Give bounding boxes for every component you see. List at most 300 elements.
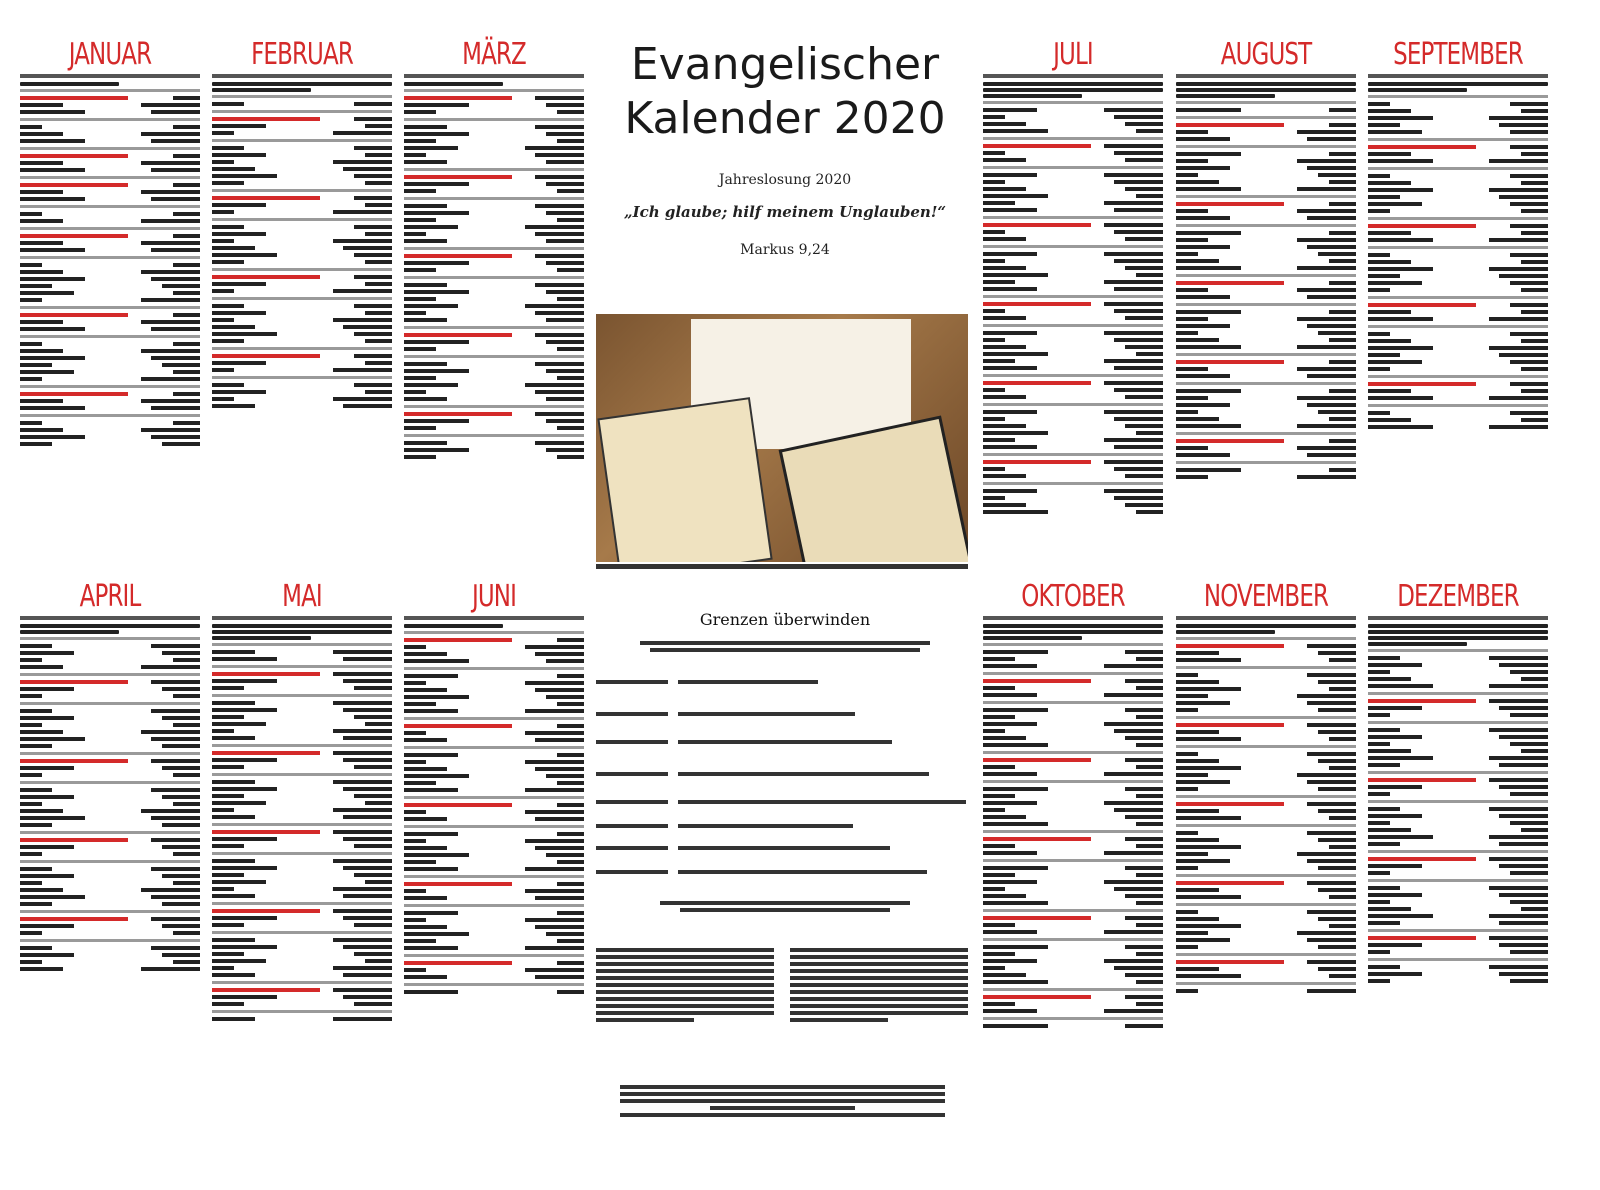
jahreslosung-reference: Markus 9,24: [740, 242, 830, 258]
week-block: [404, 723, 584, 743]
week-block: [1368, 302, 1548, 322]
day-row: [983, 444, 1163, 450]
day-row: [1368, 302, 1548, 308]
day-row: [212, 843, 392, 849]
week-block: [212, 937, 392, 978]
day-row: [983, 387, 1163, 393]
day-row: [1176, 909, 1356, 915]
day-row: [20, 109, 200, 115]
month-motto-line: [212, 82, 392, 86]
month-november: [1176, 580, 1356, 996]
day-row: [404, 382, 584, 388]
day-row: [212, 259, 392, 265]
day-row: [20, 341, 200, 347]
day-row: [20, 851, 200, 857]
day-row: [404, 644, 584, 650]
day-row: [1368, 101, 1548, 107]
day-row: [983, 663, 1163, 669]
week-block: [983, 143, 1163, 163]
day-row: [983, 380, 1163, 386]
week-block: [212, 1016, 392, 1022]
day-row: [1176, 136, 1356, 142]
week-block: [212, 101, 392, 107]
day-row: [20, 715, 200, 721]
day-row: [1176, 959, 1356, 965]
day-row: [1368, 935, 1548, 941]
month-juli: [983, 38, 1163, 517]
week-block: [404, 881, 584, 901]
day-row: [404, 303, 584, 309]
week-block: [1368, 173, 1548, 214]
week-block: [404, 174, 584, 194]
event-row: [596, 824, 968, 828]
day-row: [212, 338, 392, 344]
day-row: [983, 430, 1163, 436]
day-row: [983, 495, 1163, 501]
day-row: [983, 114, 1163, 120]
month-august: [1176, 38, 1356, 482]
day-row: [212, 389, 392, 395]
month-motto-line: [1368, 642, 1467, 646]
week-block: [983, 380, 1163, 400]
day-row: [404, 375, 584, 381]
day-row: [212, 764, 392, 770]
day-row: [404, 708, 584, 714]
day-row: [404, 989, 584, 995]
week-block: [983, 944, 1163, 985]
week-block: [1176, 959, 1356, 979]
day-row: [1368, 144, 1548, 150]
day-row: [20, 262, 200, 268]
jahreslosung-label: Jahreslosung 2020: [718, 172, 852, 188]
month-name: JUNI: [471, 579, 517, 614]
day-row: [212, 303, 392, 309]
month-motto-line: [983, 94, 1082, 98]
day-row: [212, 994, 392, 1000]
day-row: [404, 296, 584, 302]
day-row: [983, 301, 1163, 307]
day-row: [1368, 971, 1548, 977]
day-row: [404, 210, 584, 216]
events-note: [660, 898, 910, 915]
day-row: [1368, 856, 1548, 862]
day-row: [20, 708, 200, 714]
day-row: [1176, 344, 1356, 350]
day-row: [1368, 920, 1548, 926]
week-block: [1176, 988, 1356, 994]
day-row: [20, 657, 200, 663]
day-row: [404, 773, 584, 779]
day-row: [20, 844, 200, 850]
week-block: [212, 908, 392, 928]
week-block: [404, 361, 584, 402]
month-motto-line: [983, 630, 1163, 634]
day-row: [1368, 395, 1548, 401]
week-block: [983, 301, 1163, 321]
day-row: [20, 326, 200, 332]
day-row: [404, 917, 584, 923]
day-row: [983, 394, 1163, 400]
day-row: [212, 879, 392, 885]
day-row: [404, 224, 584, 230]
day-row: [212, 101, 392, 107]
week-block: [404, 637, 584, 664]
week-block: [1176, 201, 1356, 221]
month-motto-line: [1176, 624, 1356, 628]
title-line-2: Kalender 2020: [624, 93, 946, 144]
week-block: [1368, 806, 1548, 847]
week-block: [983, 251, 1163, 292]
day-row: [1176, 395, 1356, 401]
day-row: [20, 650, 200, 656]
day-row: [1368, 223, 1548, 229]
day-row: [212, 116, 392, 122]
day-row: [20, 95, 200, 101]
day-row: [1368, 352, 1548, 358]
week-block: [212, 353, 392, 373]
day-row: [1176, 937, 1356, 943]
day-row: [1368, 791, 1548, 797]
week-block: [404, 95, 584, 115]
day-row: [1368, 180, 1548, 186]
day-row: [20, 758, 200, 764]
week-block: [983, 994, 1163, 1014]
day-row: [983, 685, 1163, 691]
day-row: [1176, 215, 1356, 221]
week-block: [20, 708, 200, 749]
day-row: [20, 124, 200, 130]
day-row: [983, 728, 1163, 734]
day-row: [20, 945, 200, 951]
day-row: [212, 858, 392, 864]
day-row: [1368, 158, 1548, 164]
week-block: [212, 649, 392, 662]
month-märz: [404, 38, 584, 462]
day-row: [20, 196, 200, 202]
day-row: [1176, 944, 1356, 950]
week-block: [20, 211, 200, 224]
day-row: [212, 367, 392, 373]
day-row: [983, 279, 1163, 285]
day-row: [1176, 416, 1356, 422]
week-block: [20, 262, 200, 303]
week-block: [212, 829, 392, 849]
day-row: [20, 643, 200, 649]
day-row: [1176, 765, 1356, 771]
day-row: [20, 880, 200, 886]
day-row: [212, 173, 392, 179]
week-block: [404, 673, 584, 714]
week-block: [212, 382, 392, 409]
week-block: [20, 153, 200, 173]
day-row: [20, 772, 200, 778]
week-block: [20, 312, 200, 332]
day-row: [983, 143, 1163, 149]
day-row: [212, 209, 392, 215]
month-motto-line: [212, 636, 311, 640]
day-row: [404, 780, 584, 786]
day-row: [212, 403, 392, 409]
day-row: [404, 411, 584, 417]
day-row: [20, 887, 200, 893]
day-row: [1176, 722, 1356, 728]
day-row: [983, 786, 1163, 792]
day-row: [1368, 841, 1548, 847]
day-row: [1368, 338, 1548, 344]
day-row: [983, 509, 1163, 515]
week-block: [404, 831, 584, 872]
day-row: [212, 331, 392, 337]
day-row: [404, 289, 584, 295]
day-row: [212, 886, 392, 892]
day-row: [212, 685, 392, 691]
day-row: [1176, 294, 1356, 300]
day-row: [1176, 265, 1356, 271]
event-row: [596, 800, 968, 804]
day-row: [1368, 834, 1548, 840]
week-block: [983, 649, 1163, 669]
day-row: [983, 265, 1163, 271]
month-oktober: [983, 580, 1163, 1031]
week-block: [20, 233, 200, 253]
intro-text: [640, 638, 930, 655]
day-row: [1176, 208, 1356, 214]
day-row: [20, 312, 200, 318]
day-row: [212, 922, 392, 928]
day-row: [983, 872, 1163, 878]
day-row: [1176, 366, 1356, 372]
week-block: [212, 195, 392, 215]
day-row: [20, 686, 200, 692]
day-row: [20, 427, 200, 433]
day-row: [404, 852, 584, 858]
day-row: [1368, 194, 1548, 200]
day-row: [20, 808, 200, 814]
day-row: [1368, 424, 1548, 430]
day-row: [20, 420, 200, 426]
week-block: [983, 865, 1163, 906]
day-row: [212, 224, 392, 230]
day-row: [404, 138, 584, 144]
day-row: [1176, 758, 1356, 764]
day-row: [404, 881, 584, 887]
month-februar: [212, 38, 392, 411]
day-row: [404, 346, 584, 352]
day-row: [212, 649, 392, 655]
week-block: [1176, 280, 1356, 300]
day-row: [212, 793, 392, 799]
day-row: [983, 150, 1163, 156]
day-row: [20, 153, 200, 159]
day-row: [983, 800, 1163, 806]
day-row: [983, 1023, 1163, 1029]
week-block: [404, 440, 584, 460]
day-row: [212, 678, 392, 684]
day-row: [212, 130, 392, 136]
week-block: [1368, 252, 1548, 293]
day-row: [404, 938, 584, 944]
day-row: [404, 723, 584, 729]
day-row: [983, 979, 1163, 985]
day-row: [1176, 423, 1356, 429]
day-row: [212, 965, 392, 971]
day-row: [20, 167, 200, 173]
month-name: NOVEMBER: [1203, 579, 1329, 614]
day-row: [983, 358, 1163, 364]
day-row: [1368, 748, 1548, 754]
month-september: [1368, 38, 1548, 432]
day-row: [404, 673, 584, 679]
day-row: [1368, 173, 1548, 179]
day-row: [1368, 734, 1548, 740]
day-row: [404, 95, 584, 101]
week-block: [1368, 101, 1548, 135]
month-name: OKTOBER: [1021, 579, 1125, 614]
day-row: [404, 368, 584, 374]
week-block: [1176, 388, 1356, 429]
day-row: [1176, 837, 1356, 843]
day-row: [404, 838, 584, 844]
week-block: [404, 253, 584, 273]
week-block: [1176, 107, 1356, 113]
day-row: [1176, 330, 1356, 336]
day-row: [983, 157, 1163, 163]
day-row: [983, 258, 1163, 264]
day-row: [983, 843, 1163, 849]
day-row: [20, 355, 200, 361]
day-row: [404, 701, 584, 707]
day-row: [404, 651, 584, 657]
day-row: [983, 707, 1163, 713]
week-block: [20, 758, 200, 778]
day-row: [1176, 786, 1356, 792]
day-row: [1368, 712, 1548, 718]
week-block: [212, 700, 392, 741]
week-block: [983, 172, 1163, 213]
day-row: [983, 351, 1163, 357]
day-row: [983, 735, 1163, 741]
week-block: [983, 222, 1163, 242]
day-row: [1176, 129, 1356, 135]
day-row: [1368, 230, 1548, 236]
bible-photo: [596, 314, 968, 562]
week-block: [983, 836, 1163, 856]
day-row: [1368, 762, 1548, 768]
day-row: [1176, 388, 1356, 394]
day-row: [1368, 115, 1548, 121]
day-row: [1368, 698, 1548, 704]
day-row: [404, 859, 584, 865]
day-row: [212, 807, 392, 813]
month-name: JULI: [1053, 37, 1093, 72]
week-block: [20, 866, 200, 907]
week-block: [983, 459, 1163, 479]
day-row: [212, 382, 392, 388]
day-row: [404, 253, 584, 259]
month-motto-line: [983, 624, 1163, 628]
day-row: [20, 901, 200, 907]
day-row: [20, 930, 200, 936]
day-row: [1368, 187, 1548, 193]
day-row: [20, 376, 200, 382]
day-row: [404, 310, 584, 316]
day-row: [404, 802, 584, 808]
day-row: [983, 972, 1163, 978]
week-block: [1368, 144, 1548, 164]
event-row: [596, 870, 968, 874]
day-row: [20, 873, 200, 879]
text-column-right: [790, 945, 968, 1025]
day-row: [1368, 727, 1548, 733]
day-row: [1368, 331, 1548, 337]
day-row: [20, 866, 200, 872]
day-row: [983, 807, 1163, 813]
day-row: [983, 915, 1163, 921]
month-motto-line: [404, 624, 503, 628]
week-block: [1368, 223, 1548, 243]
month-name: APRIL: [79, 579, 141, 614]
day-row: [1176, 779, 1356, 785]
day-row: [20, 283, 200, 289]
day-row: [1176, 966, 1356, 972]
day-row: [404, 831, 584, 837]
day-row: [1368, 388, 1548, 394]
day-row: [1176, 887, 1356, 893]
day-row: [404, 974, 584, 980]
week-block: [1368, 777, 1548, 797]
day-row: [1368, 820, 1548, 826]
week-block: [404, 752, 584, 793]
day-row: [1176, 409, 1356, 415]
day-row: [20, 736, 200, 742]
day-row: [983, 207, 1163, 213]
day-row: [1176, 251, 1356, 257]
day-row: [212, 159, 392, 165]
day-row: [404, 694, 584, 700]
week-block: [20, 341, 200, 382]
day-row: [404, 924, 584, 930]
day-row: [404, 447, 584, 453]
event-row: [596, 712, 968, 716]
day-row: [404, 737, 584, 743]
day-row: [20, 362, 200, 368]
week-block: [212, 858, 392, 899]
month-motto-line: [1176, 88, 1356, 92]
month-motto-line: [1176, 94, 1275, 98]
day-row: [1368, 913, 1548, 919]
day-row: [983, 193, 1163, 199]
day-row: [983, 929, 1163, 935]
day-row: [212, 396, 392, 402]
day-row: [404, 440, 584, 446]
day-row: [983, 128, 1163, 134]
day-row: [20, 182, 200, 188]
month-motto-line: [1368, 82, 1548, 86]
week-block: [1176, 643, 1356, 663]
week-block: [404, 203, 584, 244]
day-row: [1176, 930, 1356, 936]
day-row: [1176, 359, 1356, 365]
day-row: [983, 337, 1163, 343]
day-row: [212, 152, 392, 158]
month-motto-line: [404, 82, 503, 86]
day-row: [404, 131, 584, 137]
week-block: [983, 488, 1163, 515]
event-row: [596, 772, 968, 776]
week-block: [404, 411, 584, 431]
day-row: [1368, 259, 1548, 265]
day-row: [212, 252, 392, 258]
